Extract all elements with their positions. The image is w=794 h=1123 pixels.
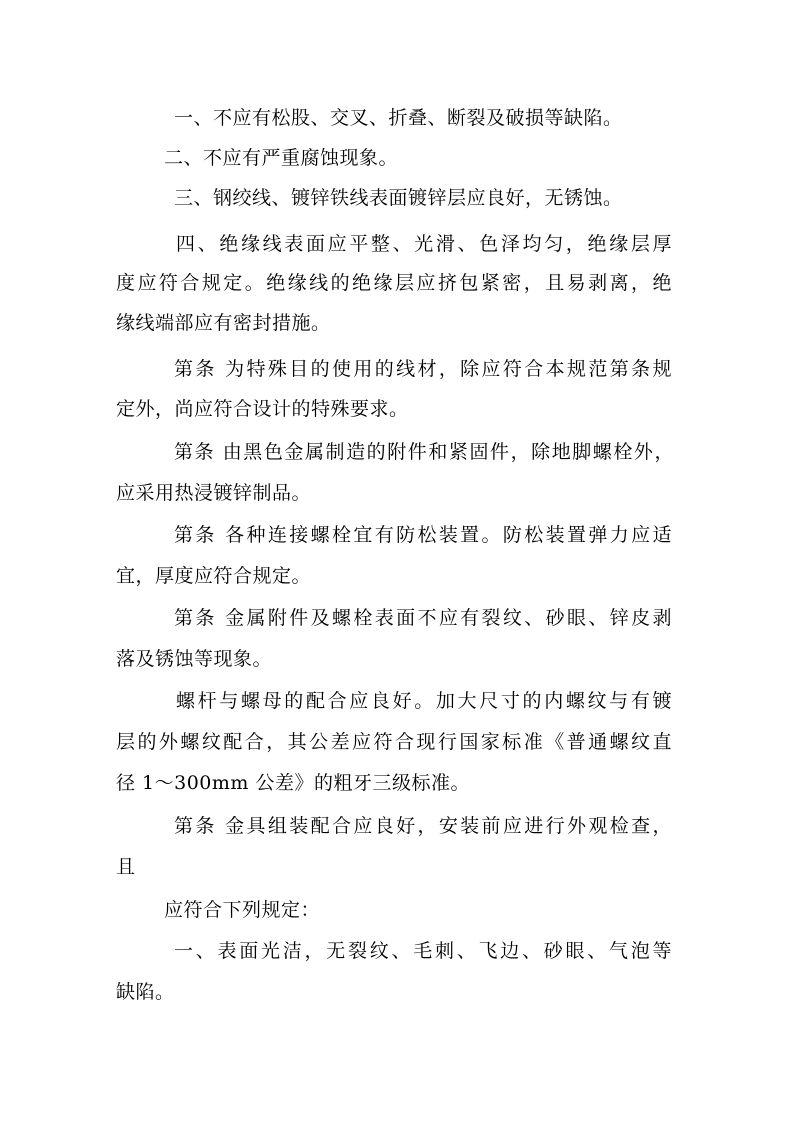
text-line: 宜，厚度应符合规定。	[116, 565, 312, 587]
text-line: 一、表面光洁，无裂纹、毛刺、飞边、砂眼、气泡等	[174, 940, 672, 962]
text-line: 度应符合规定。绝缘线的绝缘层应挤包紧密，且易剥离，绝	[116, 272, 672, 294]
text-line: 径 1～300mm 公差》的粗牙三级标准。	[116, 772, 470, 794]
text-line: 定外，尚应符合设计的特殊要求。	[116, 398, 409, 420]
text-line: 应符合下列规定：	[164, 899, 321, 921]
text-line: 第条 为特殊目的使用的线材，除应符合本规范第条规	[174, 358, 672, 380]
text-line: 螺杆与螺母的配合应良好。加大尺寸的内螺纹与有镀	[176, 690, 672, 712]
text-line: 第条 金具组装配合应良好，安装前应进行外观检查，	[174, 815, 672, 837]
text-line: 缺陷。	[116, 981, 175, 1003]
text-line: 四、绝缘线表面应平整、光滑、色泽均匀，绝缘层厚	[176, 233, 672, 255]
text-line: 且	[116, 856, 136, 878]
text-line: 第条 由黑色金属制造的附件和紧固件，除地脚螺栓外，	[174, 441, 674, 463]
text-line: 三、钢绞线、镀锌铁线表面镀锌层应良好，无锈蚀。	[174, 187, 623, 209]
text-line: 第条 金属附件及螺栓表面不应有裂纹、砂眼、锌皮剥	[174, 607, 672, 629]
text-line: 缘线端部应有密封措施。	[116, 312, 331, 334]
text-line: 一、不应有松股、交叉、折叠、断裂及破损等缺陷。	[174, 107, 623, 129]
text-line: 二、不应有严重腐蚀现象。	[164, 147, 399, 169]
text-line: 第条 各种连接螺栓宜有防松装置。防松装置弹力应适	[174, 524, 672, 546]
text-line: 落及锈蚀等现象。	[116, 648, 273, 670]
text-line: 层的外螺纹配合，其公差应符合现行国家标准《普通螺纹直	[116, 731, 672, 753]
text-line: 应采用热浸镀锌制品。	[116, 482, 312, 504]
